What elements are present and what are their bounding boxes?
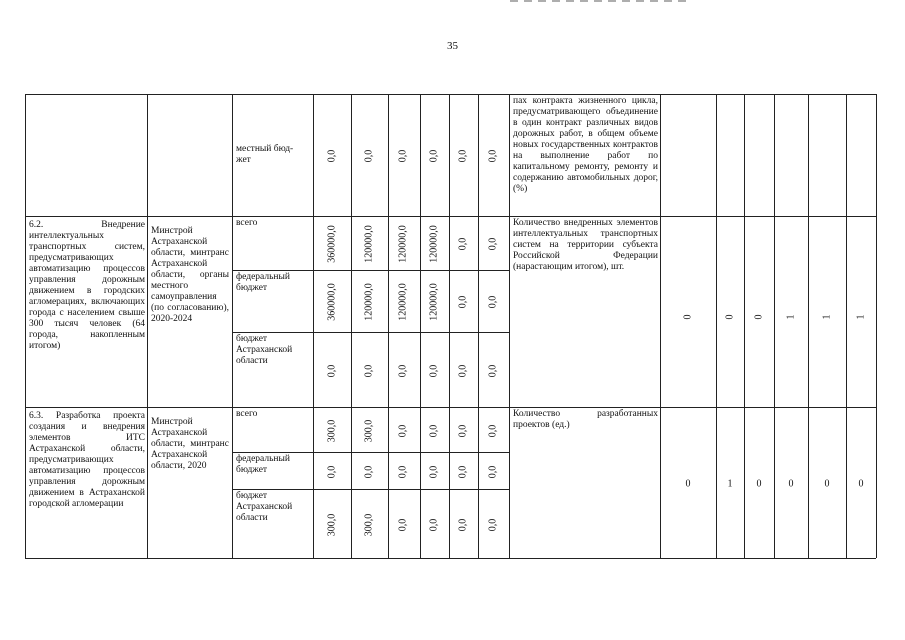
- funding-value: 360000,0: [326, 283, 338, 321]
- funding-value: 0,0: [397, 518, 409, 531]
- indicator-text: пах контракта жизненного цикла, предусматривающего объединение в один контракт различных видов дорожных работ, в общем объеме новых государственных контрактов на выполнение работ по капитальному ремонту, ремонту и содержанию автомобильных дорог, (%): [513, 96, 658, 194]
- grid-line: [147, 94, 148, 558]
- funding-value: 0,0: [457, 364, 469, 377]
- funding-value: 0,0: [457, 149, 469, 163]
- target-value: 0: [788, 478, 794, 489]
- funding-value: 0,0: [428, 364, 440, 377]
- grid-line: [478, 94, 479, 558]
- funding-value: 360000,0: [326, 225, 338, 263]
- funding-value: 0,0: [487, 295, 499, 309]
- target-value: 1: [821, 314, 833, 320]
- funding-value: 0,0: [428, 424, 440, 437]
- funding-value: 120000,0: [363, 283, 375, 321]
- grid-line: [846, 94, 847, 558]
- grid-line: [25, 94, 26, 558]
- funding-value: 0,0: [457, 465, 469, 478]
- scan-artifact: [510, 0, 690, 2]
- grid-line: [25, 558, 876, 559]
- target-value: 0: [753, 314, 765, 320]
- funding-value: 300,0: [363, 419, 375, 442]
- indicator-text: Количество разработанных проектов (ед.): [513, 409, 658, 430]
- funding-source-label: всего: [236, 409, 258, 419]
- grid-line: [232, 452, 509, 453]
- measure-name: [29, 98, 145, 212]
- funding-value: 120000,0: [397, 283, 409, 321]
- funding-value: 0,0: [457, 518, 469, 531]
- grid-line: [716, 94, 717, 558]
- target-value: 1: [727, 478, 733, 489]
- funding-value: 300,0: [326, 513, 338, 536]
- grid-line: [876, 94, 877, 558]
- funding-value: 0,0: [487, 149, 499, 163]
- measure-name: 6.2. Внедрение интеллектуальных транспортных систем, предусматривающих автоматизацию процессов управления дорожным движением в городских агломерациях, включающих города с населением свыше 300 тысяч человек (64 города, накопленным итогом): [29, 220, 145, 351]
- grid-line: [660, 94, 661, 558]
- page-number: 35: [447, 40, 458, 52]
- target-value: 0: [858, 478, 864, 489]
- grid-line: [509, 94, 510, 558]
- funding-value: 0,0: [397, 149, 409, 163]
- funding-value: 0,0: [397, 465, 409, 478]
- funding-value: 0,0: [428, 465, 440, 478]
- grid-line: [420, 94, 421, 558]
- funding-value: 0,0: [457, 237, 469, 251]
- funding-value: 0,0: [397, 364, 409, 377]
- funding-value: 0,0: [487, 237, 499, 251]
- grid-line: [25, 94, 876, 95]
- funding-source-label: бюджет Астраханской области: [236, 491, 293, 523]
- grid-line: [744, 94, 745, 558]
- funding-value: 0,0: [428, 518, 440, 531]
- funding-source-label: федеральный бюджет: [236, 272, 290, 293]
- measure-executor: [151, 104, 229, 212]
- funding-source-label: всего: [236, 218, 258, 228]
- funding-value: 0,0: [487, 424, 499, 437]
- funding-value: 120000,0: [363, 225, 375, 263]
- target-value: 0: [685, 478, 691, 489]
- funding-value: 120000,0: [397, 225, 409, 263]
- funding-value: 0,0: [457, 424, 469, 437]
- grid-line: [232, 270, 509, 271]
- funding-value: 120000,0: [428, 283, 440, 321]
- funding-value: 0,0: [487, 518, 499, 531]
- funding-value: 120000,0: [428, 225, 440, 263]
- funding-value: 0,0: [397, 424, 409, 437]
- funding-value: 0,0: [363, 149, 375, 163]
- grid-line: [774, 94, 775, 558]
- indicator-text: Количество внедренных элементов интеллектуальных транспортных систем на территории субъекта Российской Федерации (нарастающим итогом), шт.: [513, 218, 658, 272]
- funding-value: 0,0: [326, 149, 338, 163]
- target-value: 0: [682, 314, 694, 320]
- grid-line: [351, 94, 352, 558]
- funding-source-label: федеральный бюджет: [236, 454, 290, 475]
- funding-value: 300,0: [326, 419, 338, 442]
- funding-value: 0,0: [363, 364, 375, 377]
- grid-line: [313, 94, 314, 558]
- funding-value: 300,0: [363, 513, 375, 536]
- target-value: 0: [824, 478, 830, 489]
- target-value: 0: [724, 314, 736, 320]
- grid-line: [232, 94, 233, 558]
- grid-line: [25, 407, 876, 408]
- grid-line: [388, 94, 389, 558]
- funding-source-label: бюджет Астраханской области: [236, 334, 293, 366]
- funding-value: 0,0: [326, 364, 338, 377]
- funding-value: 0,0: [363, 465, 375, 478]
- target-value: 0: [756, 478, 762, 489]
- grid-line: [25, 216, 876, 217]
- measure-executor: Минстрой Астраханской области, минтранс Астраханской области, органы местного самоуправления (по согласованию), 2020-2024: [151, 226, 229, 324]
- grid-line: [232, 332, 509, 333]
- funding-value: 0,0: [457, 295, 469, 309]
- funding-source-label: местный бюд- жет: [236, 144, 294, 165]
- funding-value: 0,0: [428, 149, 440, 163]
- funding-value: 0,0: [326, 465, 338, 478]
- grid-line: [808, 94, 809, 558]
- funding-value: 0,0: [487, 364, 499, 377]
- grid-line: [449, 94, 450, 558]
- target-value: 1: [785, 314, 797, 320]
- funding-value: 0,0: [487, 465, 499, 478]
- target-value: 1: [855, 314, 867, 320]
- measure-executor: Минстрой Астраханской области, минтранс Астраханской области, 2020: [151, 417, 229, 471]
- measure-name: 6.3. Разработка проекта создания и внедрения элементов ИТС Астраханской области, предусматривающих автоматизацию процессов управления дорожным движением в Астраханской городской агломерации: [29, 411, 145, 509]
- grid-line: [232, 489, 509, 490]
